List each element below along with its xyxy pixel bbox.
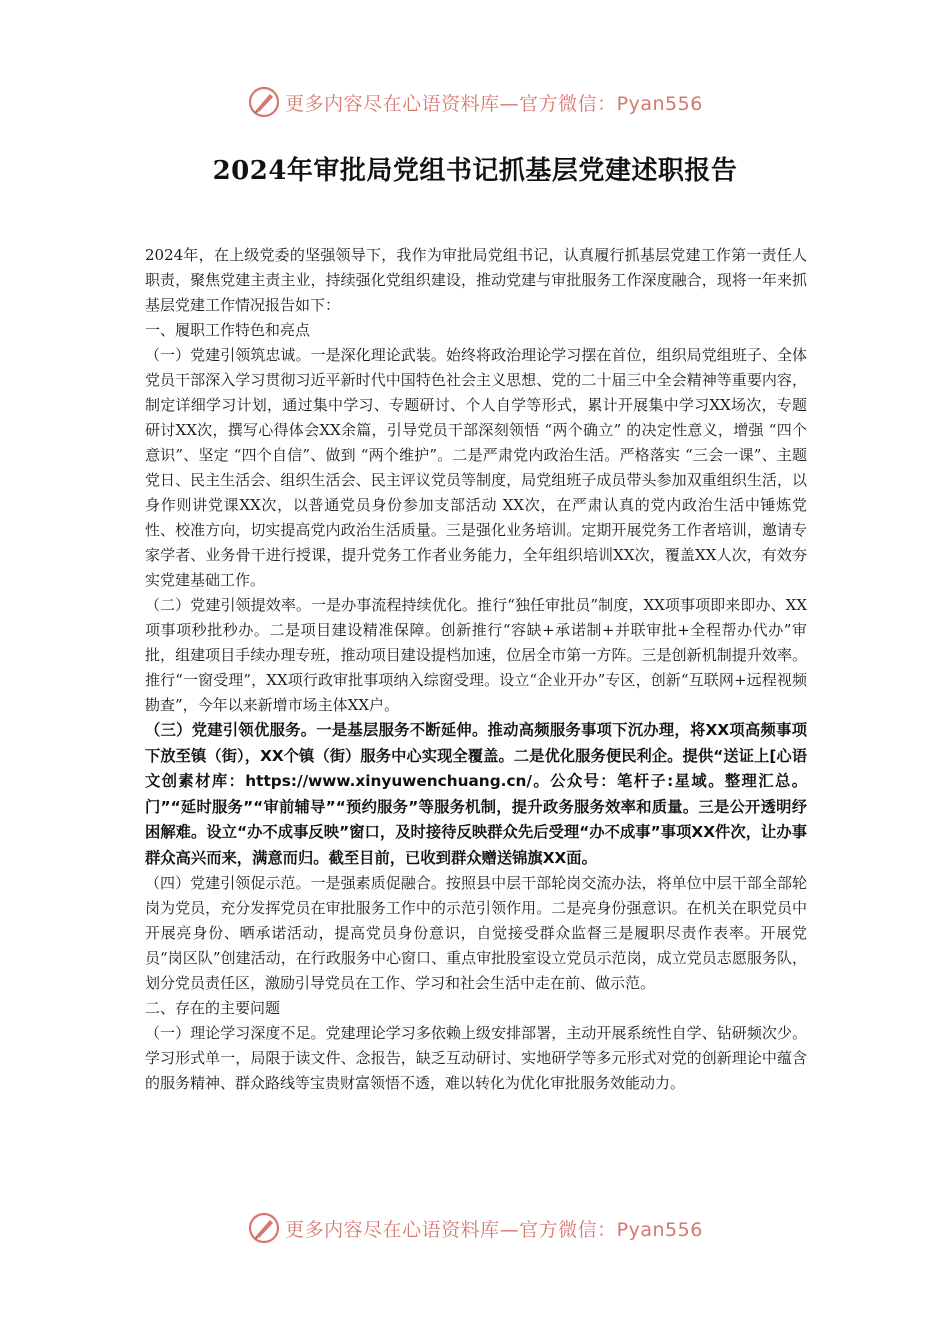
section-heading-2: 二、存在的主要问题 xyxy=(145,999,281,1017)
section-heading-1: 一、履职工作特色和亮点 xyxy=(145,321,311,339)
paragraph-loyalty: （一）党建引领筑忠诚。一是深化理论武装。始终将政治理论学习摆在首位，组织局党组班子、全体党员干部深入学习贯彻习近平新时代中国特色社会主义思想、党的二十届三中全会精神等重要内容，制定详细学习计划，通过集中学习、专题研讨、个人自学等形式，累计开展集中学习XX场次，专题研讨XX次，撰写心得体会XX余篇，引导党员干部深刻领悟 “两个确立” 的决定性意义，增强 “四个意识”、坚定 “四个自信”、做到 “两个维护”。二是严肃党内政治生活。严格落实 “三会一课”、主题党日、民主生活会、组织生活会、民主评议党员等制度，局党组班子成员带头参加双重组织生活，以身作则讲党课XX次，以普通党员身份参加支部活动 XX次，在严肃认真的党内政治生活中锤炼党性、校准方向，切实提高党内政治生活质量。三是强化业务培训。定期开展党务工作者培训，邀请专家学者、业务骨干进行授课，提升党务工作者业务能力，全年组织培训XX次，覆盖XX人次，有效夯实党建基础工作。 xyxy=(145,346,807,589)
paragraph-service: （三）党建引领优服务。一是基层服务不断延伸。推动高频服务事项下沉办理，将XX项高频事项下放至镇（街），XX个镇（街）服务中心实现全覆盖。二是优化服务便民利企。提供“送证上[心语文创素材库：https://www.xinyuwenchuang.cn/。公众号：笔杆子:星域。整理汇总。门”“延时服务”“审前辅导”“预约服务”等服务机制，提升政务服务效率和质量。三是公开透明纾困解难。设立“办不成事反映”窗口，及时接待反映群众先后受理“办不成事”事项XX件次，让办事群众高兴而来，满意而归。截至目前，已收到群众赠送锦旗XX面。 xyxy=(145,721,807,867)
document-body xyxy=(145,243,807,1096)
paragraph-theory-study: （一）理论学习深度不足。党建理论学习多依赖上级安排部署，主动开展系统性自学、钻研频次少。学习形式单一，局限于读文件、念报告，缺乏互动研讨、实地研学等多元形式对党的创新理论中蕴含的服务精神、群众路线等宝贵财富领悟不透，难以转化为优化审批服务效能动力。 xyxy=(145,1024,807,1092)
intro-paragraph: 2024年，在上级党委的坚强领导下，我作为审批局党组书记，认真履行抓基层党建工作第一责任人职责，聚焦党建主责主业，持续强化党组织建设，推动党建与审批服务工作深度融合，现将一年来抓基层党建工作情况报告如下： xyxy=(145,246,807,314)
watermark-text: 更多内容尽在心语资料库—官方微信：Pyan556 xyxy=(285,1218,703,1241)
watermark-banner-top xyxy=(0,82,950,122)
document-title: 2024年审批局党组书记抓基层党建述职报告 xyxy=(212,156,738,186)
watermark-banner-bottom xyxy=(0,1208,950,1248)
pen-logo-icon xyxy=(247,1211,281,1245)
paragraph-efficiency: （二）党建引领提效率。一是办事流程持续优化。推行“独任审批员”制度，XX项事项即来即办、XX项事项秒批秒办。二是项目建设精准保障。创新推行“容缺+承诺制+并联审批+全程帮办代办”审批，组建项目手续办理专班，推动项目建设提档加速，位居全市第一方阵。三是创新机制提升效率。推行“一窗受理”，XX项行政审批事项纳入综窗受理。设立“企业开办”专区，创新“互联网+远程视频勘查”，今年以来新增市场主体XX户。 xyxy=(145,596,807,714)
paragraph-demonstration: （四）党建引领促示范。一是强素质促融合。按照县中层干部轮岗交流办法，将单位中层干部全部轮岗为党员，充分发挥党员在审批服务工作中的示范引领作用。二是亮身份强意识。在机关在职党员中开展亮身份、晒承诺活动，提高党员身份意识，自觉接受群众监督三是履职尽责作表率。开展党员“岗区队”创建活动，在行政服务中心窗口、重点审批股室设立党员示范岗，成立党员志愿服务队，划分党员责任区，激励引导党员在工作、学习和社会生活中走在前、做示范。 xyxy=(145,874,807,992)
pen-logo-icon xyxy=(247,85,281,119)
watermark-text: 更多内容尽在心语资料库—官方微信：Pyan556 xyxy=(285,92,703,115)
